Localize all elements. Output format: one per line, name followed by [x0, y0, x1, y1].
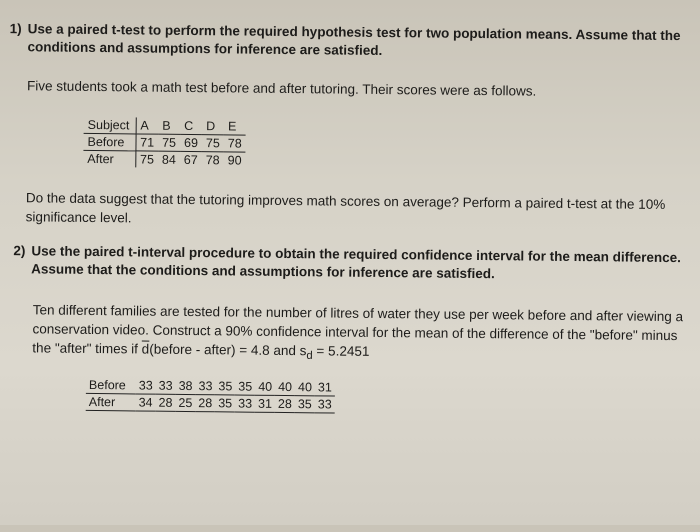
- table-cell: 33: [195, 378, 215, 395]
- table-cell: 69: [180, 134, 202, 151]
- question-1-question: Do the data suggest that the tutoring improves math scores on average? Perform a paired t-test at the 10% significance level.: [25, 190, 666, 226]
- table-cell: A: [136, 117, 159, 134]
- question-2-body: [32, 300, 693, 370]
- table-cell: B: [158, 118, 180, 135]
- question-1: [9, 20, 690, 59]
- question-2-text-c: = 5.2451: [312, 343, 370, 359]
- table-cell: 67: [183, 152, 198, 168]
- water-usage-table: [86, 377, 335, 414]
- question-2-text-a: Ten different families are tested for the number of litres of water they use per week before and after viewing a conservation video. Construct a 90% confidence interval for the mean of the difference of the "before" minus the "after" times if: [32, 302, 684, 357]
- table-cell: 35: [295, 396, 315, 413]
- table-cell: 28: [195, 395, 215, 412]
- table-cell: 33: [156, 378, 176, 395]
- table-row: [84, 117, 246, 135]
- question-1-intro: Five students took a math test before and after tutoring. Their scores were as follows.: [27, 78, 537, 99]
- table-cell: D: [202, 118, 224, 135]
- table-cell: C: [180, 118, 202, 135]
- table-cell: 35: [215, 395, 235, 412]
- table-cell: 78: [224, 135, 246, 152]
- table-row: [83, 133, 245, 152]
- table-cell: 34: [136, 394, 156, 411]
- question-2-text-b: (before - after) = 4.8 and s: [149, 341, 307, 359]
- table-cell: 40: [295, 379, 315, 396]
- table-cell: 75: [139, 152, 155, 167]
- table-cell: 28: [275, 395, 295, 412]
- table-cell: 28: [155, 394, 175, 411]
- d-bar-symbol: $\overline{d}$: [141, 341, 150, 357]
- table-cell: 25: [175, 394, 195, 411]
- table-cell: 33: [315, 396, 335, 413]
- table-cell: Before: [86, 377, 136, 394]
- table-cell: 31: [255, 395, 275, 412]
- table-cell: 35: [235, 378, 255, 395]
- table-cell: 71: [136, 134, 159, 151]
- table-cell: 38: [176, 378, 196, 395]
- table-row: [86, 377, 335, 396]
- table-row: [86, 393, 335, 413]
- question-1-number: 1): [9, 21, 22, 37]
- table-cell: 35: [215, 378, 235, 395]
- table-cell: Before: [83, 133, 135, 151]
- table-cell: 75: [158, 134, 180, 151]
- table-cell: 84: [161, 152, 176, 167]
- table-cell: 90: [227, 153, 242, 168]
- question-2-prompt: Use the paired t-interval procedure to obtain the required confidence interval for the mean difference. Assume that the conditions and assumptions for inference are satisfied.: [31, 243, 682, 282]
- table-cell: 33: [136, 377, 156, 394]
- question-1-prompt: Use a paired t-test to perform the required hypothesis test for two population means. Assume that the conditions and assumptions for inference are satisfied.: [27, 21, 681, 59]
- table-row: [83, 150, 245, 168]
- table-cell: 78: [205, 153, 220, 168]
- table-cell: E: [224, 118, 246, 135]
- table-cell: 40: [275, 379, 295, 396]
- scores-table: [83, 117, 246, 169]
- table-cell: 33: [235, 395, 255, 412]
- table-cell: After: [86, 393, 136, 411]
- table-cell: 31: [315, 379, 335, 396]
- table-cell: Subject: [84, 117, 136, 134]
- table-cell: 75: [202, 135, 224, 152]
- table-cell: 40: [255, 379, 275, 396]
- question-2-number: 2): [13, 243, 26, 259]
- question-2: [13, 242, 693, 282]
- table-cell: After: [83, 150, 135, 167]
- subscript-d: d: [306, 349, 313, 362]
